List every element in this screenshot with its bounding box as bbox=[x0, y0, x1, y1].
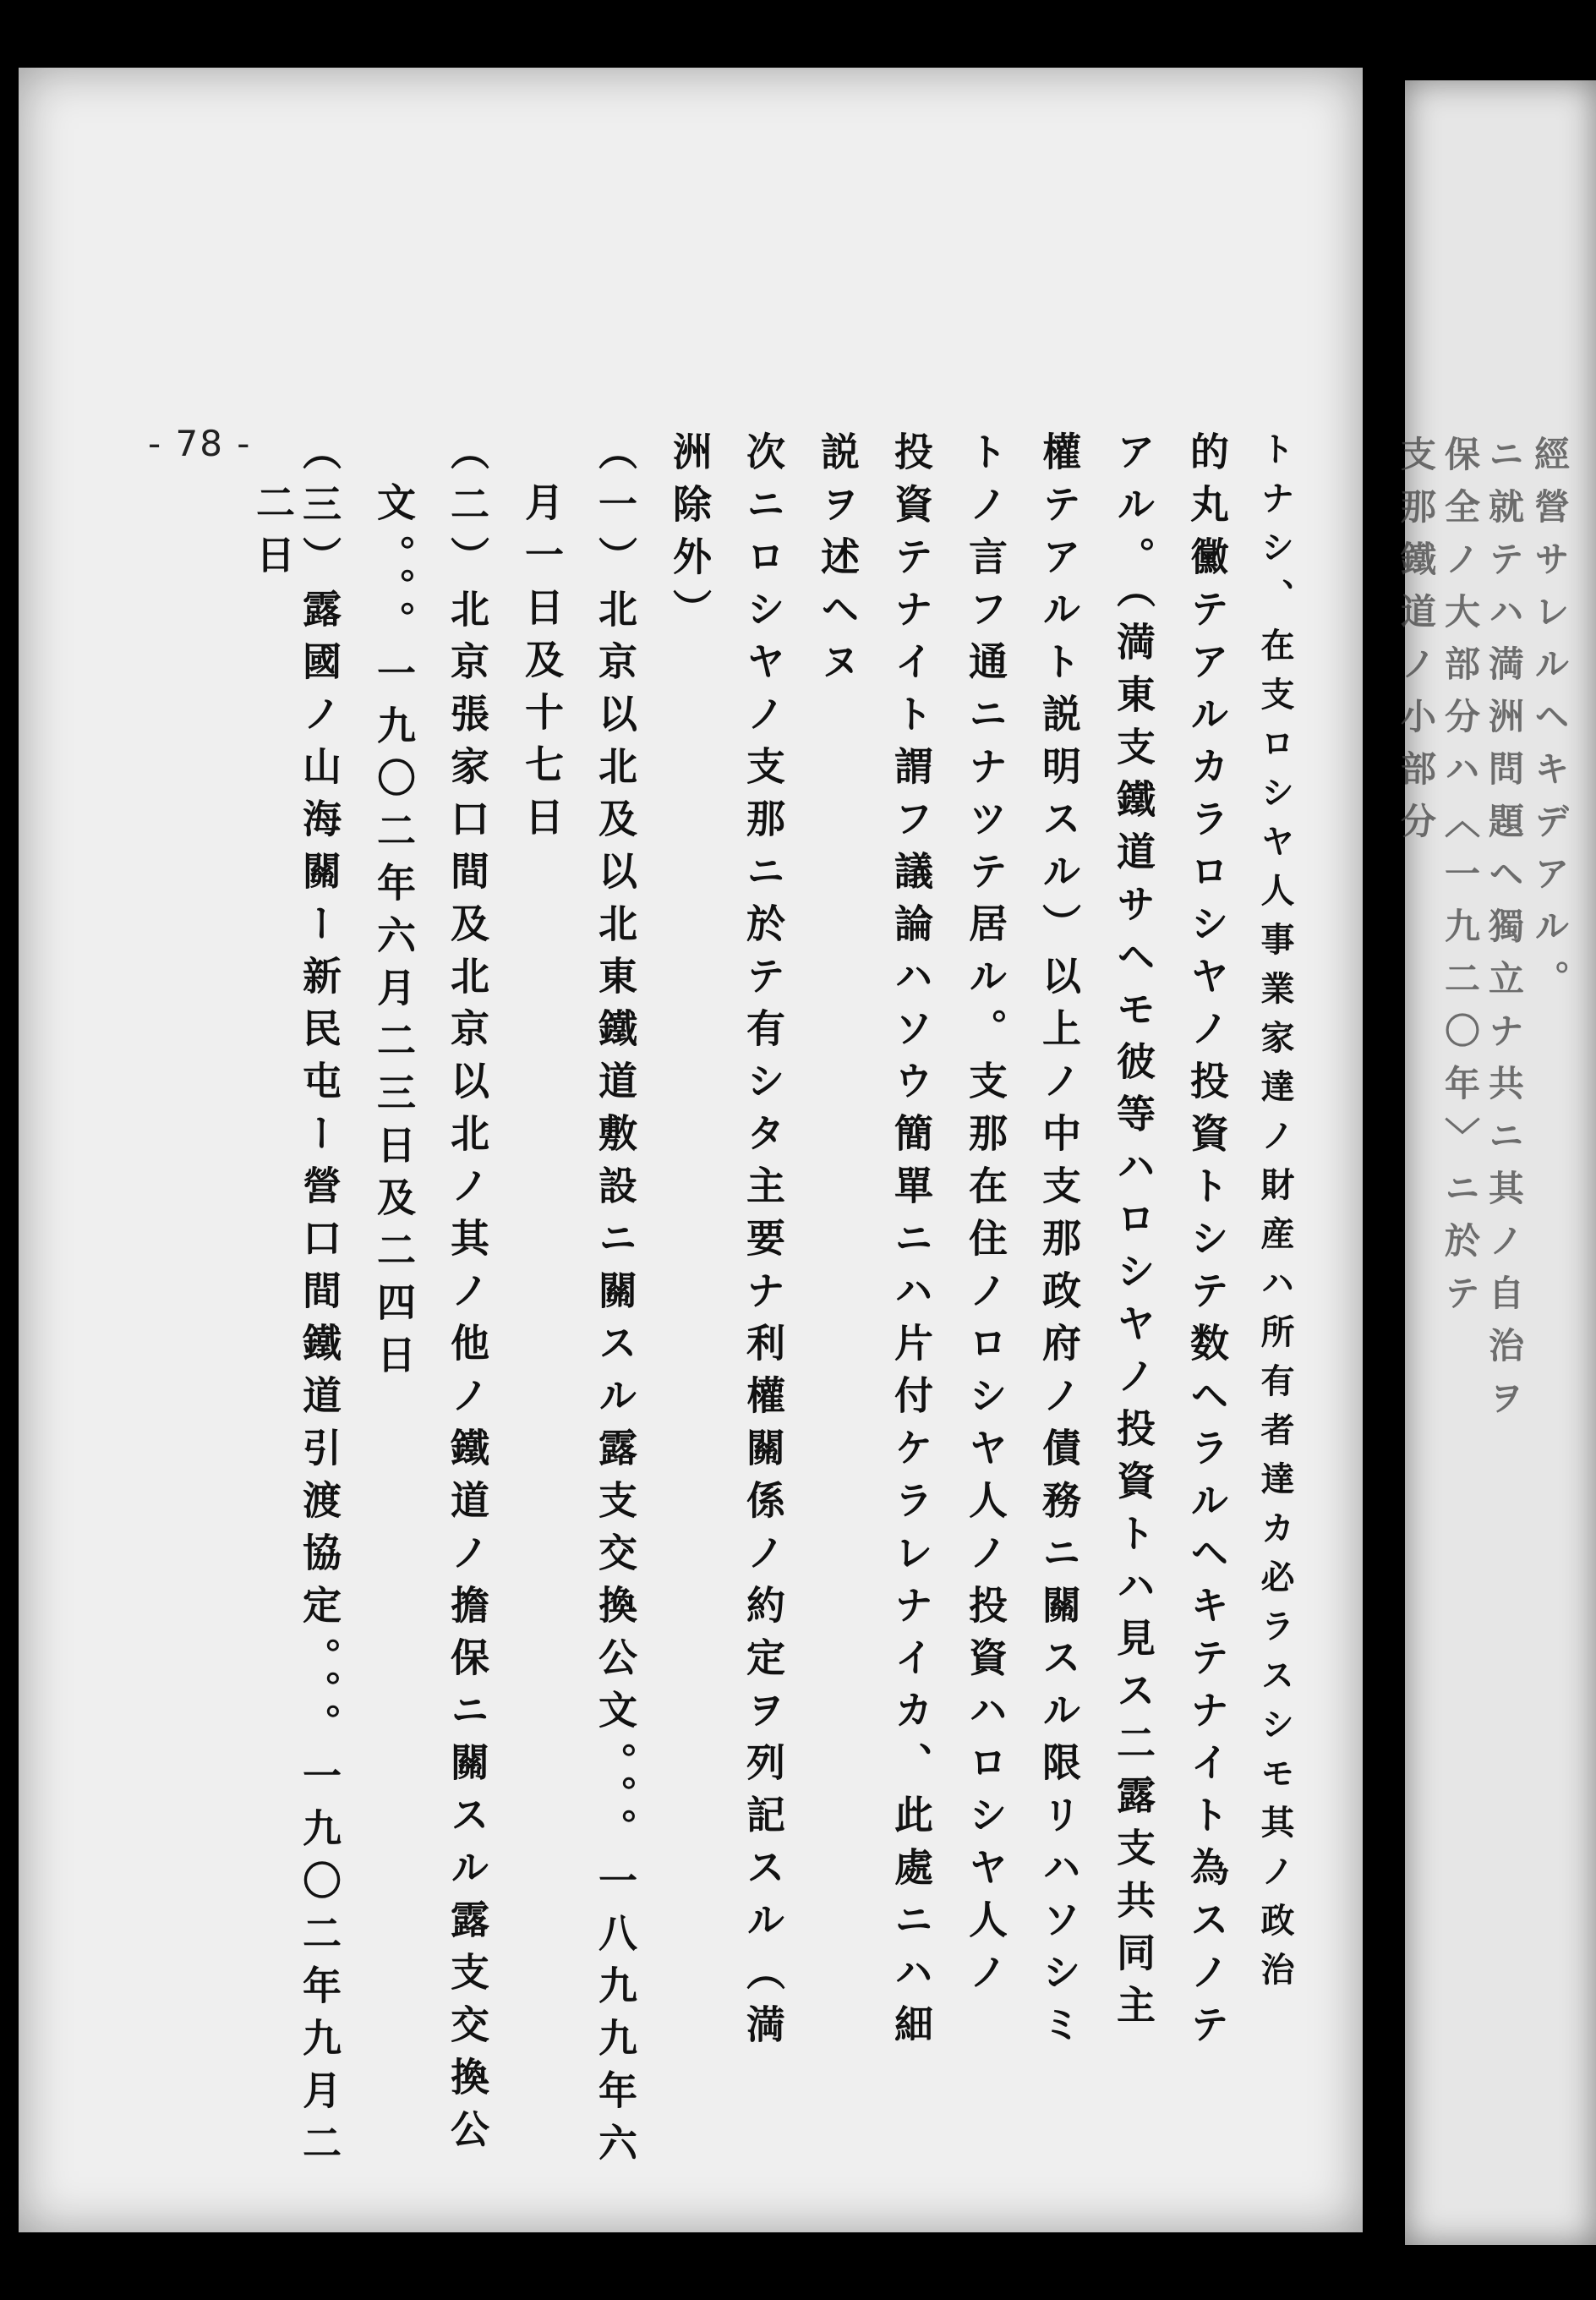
text-line: トノ言フ通ニナツテ居ル。支那在住ノロシヤ人ノ投資ハロシヤ人ノ bbox=[963, 431, 1008, 2004]
text-line: 權テアルト説明スル）以上ノ中支那政府ノ債務ニ關スル限リハソシミ bbox=[1036, 431, 1082, 2056]
text-line: 的丸黴テアルカラロシヤノ投資トシテ数ヘラルヘキテナイト為スノテ bbox=[1184, 431, 1230, 2056]
list-item-continuation: 文。。。一九〇二年六月二三日及二四日 bbox=[371, 482, 417, 1387]
text-line: アル。（満東支鐵道サヘモ彼等ハロシヤノ投資トハ見ス二露支共同主 bbox=[1111, 431, 1156, 2037]
list-item-continuation: 月一日及十七日 bbox=[519, 482, 565, 849]
adjacent-text-line: 經營サレルヘキデアル。 bbox=[1529, 435, 1571, 1012]
page-number: - 78 - bbox=[148, 423, 252, 464]
list-item-continuation: 二日 bbox=[250, 482, 296, 587]
adjacent-text-line: 保全ノ大部分ハ〈一九二〇年〉ニ於テ bbox=[1440, 435, 1481, 1327]
text-line: 洲除外） bbox=[667, 431, 713, 641]
adjacent-text-line: 支那鐵道ノ小部分 bbox=[1396, 435, 1437, 855]
adjacent-page-edge bbox=[1396, 80, 1596, 2245]
text-line: 説ヲ述ヘヌ bbox=[815, 431, 861, 693]
text-line: 投資テナイト謂フ議論ハソウ簡單ニハ片付ケラレナイカ、此處ニハ細 bbox=[888, 431, 934, 2056]
text-line: 次ニロシヤノ支那ニ於テ有シタ主要ナ利權關係ノ約定ヲ列記スル（満 bbox=[741, 431, 786, 2056]
list-item: （三）露國ノ山海關ー新民屯ー營口間鐵道引渡協定。。。一九〇二年九月二 bbox=[297, 431, 342, 2175]
adjacent-text-line: ニ就テハ満洲問題ヘ獨立ナ共ニ其ノ自治ヲ bbox=[1484, 435, 1525, 1432]
list-item: （二）北京張家口間及北京以北ノ其ノ他ノ鐵道ノ擔保ニ關スル露支交換公 bbox=[445, 431, 490, 2161]
list-item: （一）北京以北及以北東鐵道敷設ニ關スル露支交換公文。。。一八九九年六 bbox=[593, 431, 638, 2175]
document-page bbox=[19, 68, 1363, 2232]
text-line: トナシ、在支ロシヤ人事業家達ノ財産ハ所有者達カ必ラスシモ其ノ政治 bbox=[1255, 431, 1295, 2001]
